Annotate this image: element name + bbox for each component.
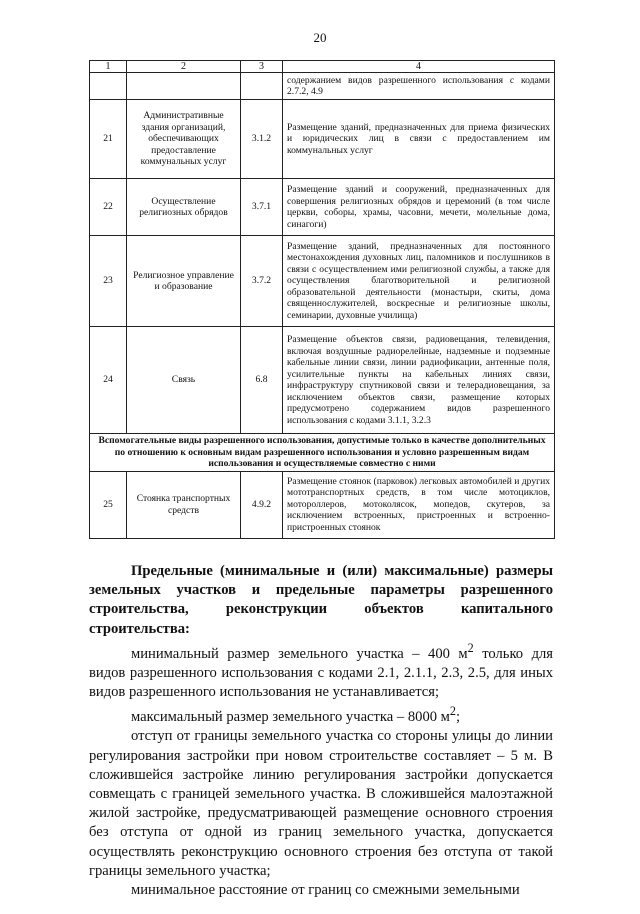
paragraph-setback: отступ от границы земельного участка со стороны улицы до линии регулирования застройки при новом строительстве составляет – 5 м. В сложившейся застройке линию регулирования застройки допускается совмещать с границей земельного участка. В сложившейся малоэтажной жилой застройке, предусматривающей размещение основного строения без отступа от одной из границ земельного участка, допускается осуществлять реконструкцию основного строения без отступа от такой границы земельного участка; <box>89 728 553 879</box>
continuation-row <box>90 73 555 100</box>
row-number: 25 <box>90 471 127 538</box>
column-number-row <box>90 61 555 73</box>
row-number: 23 <box>90 236 127 327</box>
table-row <box>90 327 555 434</box>
row-number: 24 <box>90 327 127 434</box>
table-row <box>90 471 555 538</box>
use-type-name: Стоянка транспортных средств <box>127 471 241 538</box>
use-type-name: Связь <box>127 327 241 434</box>
use-type-description: Размещение зданий, предназначенных для постоянного местонахождения духовных лиц, паломников и послушников в связи с осуществлением ими религиозной службы, а также для осуществления благотворительной и религиозной образовательной деятельности (монастыри, скиты, дома священнослужителей, воскресные и религиозные школы, семинарии, духовные училища) <box>283 236 555 327</box>
use-type-description: Размещение стоянок (парковок) легковых автомобилей и других мототранспортных средств, в том числе мотоциклов, мотороллеров, мотоколясок, мопедов, скутеров, за исключением встроенных, пристроенных и встроенно-пристроенных стоянок <box>283 471 555 538</box>
table-row <box>90 179 555 236</box>
use-type-description: Размещение зданий, предназначенных для приема физических и юридических лиц в связи с предоставлением им коммунальных услуг <box>283 100 555 179</box>
section-header: Вспомогательные виды разрешенного использования, допустимые только в качестве дополнительных по отношению к основным видам разрешенного использования и условно разрешенным видам использования и осуществляемые совместно с ними <box>90 434 555 472</box>
column-number: 4 <box>283 61 555 73</box>
column-number: 1 <box>90 61 127 73</box>
continuation-text: содержанием видов разрешенного использования с кодами 2.7.2, 4.9 <box>283 73 555 100</box>
use-type-code: 3.7.1 <box>241 179 283 236</box>
section-header-row <box>90 434 555 472</box>
paragraph-min-distance: минимальное расстояние от границ со смежными земельными <box>131 881 520 898</box>
section-heading: Предельные (минимальные и (или) максимальные) размеры земельных участков и предельные параметры разрешенного строительства, реконструкции объектов капитального строительства: <box>89 563 553 637</box>
use-type-code: 3.7.2 <box>241 236 283 327</box>
use-type-name: Осуществление религиозных обрядов <box>127 179 241 236</box>
row-number: 22 <box>90 179 127 236</box>
use-type-name: Религиозное управление и образование <box>127 236 241 327</box>
page-number: 20 <box>313 30 327 45</box>
column-number: 2 <box>127 61 241 73</box>
land-use-table <box>89 60 555 539</box>
paragraph-max-area: максимальный размер земельного участка – 8000 $м^2$; <box>131 704 461 726</box>
use-type-code: 3.1.2 <box>241 100 283 179</box>
paragraph-min-area: минимальный размер земельного участка – 400 $м^2$ только для видов разрешенного использования с кодами 2.1, 2.1.1, 2.3, 2.5, для иных видов разрешенного использования не устанавливается; <box>89 640 553 701</box>
row-number: 21 <box>90 100 127 179</box>
use-type-description: Размещение объектов связи, радиовещания, телевидения, включая воздушные радиорелейные, надземные и подземные кабельные линии связи, линии радиофикации, антенные поля, усилительные пункты на кабельных линиях связи, инфраструктуру спутниковой связи и телерадиовещания, за исключением объектов связи, размещение которых предусмотрено содержанием видов разрешенного использования с кодами 3.1.1, 3.2.3 <box>283 327 555 434</box>
column-number: 3 <box>241 61 283 73</box>
use-type-description: Размещение зданий и сооружений, предназначенных для совершения религиозных обрядов и церемоний (в том числе церкви, соборы, храмы, часовни, мечети, молельные дома, синагоги) <box>283 179 555 236</box>
use-type-name: Административные здания организаций, обеспечивающих предоставление коммунальных услуг <box>127 100 241 179</box>
table-row <box>90 236 555 327</box>
use-type-code: 4.9.2 <box>241 471 283 538</box>
use-type-code: 6.8 <box>241 327 283 434</box>
body-text <box>89 562 553 900</box>
table-row <box>90 100 555 179</box>
